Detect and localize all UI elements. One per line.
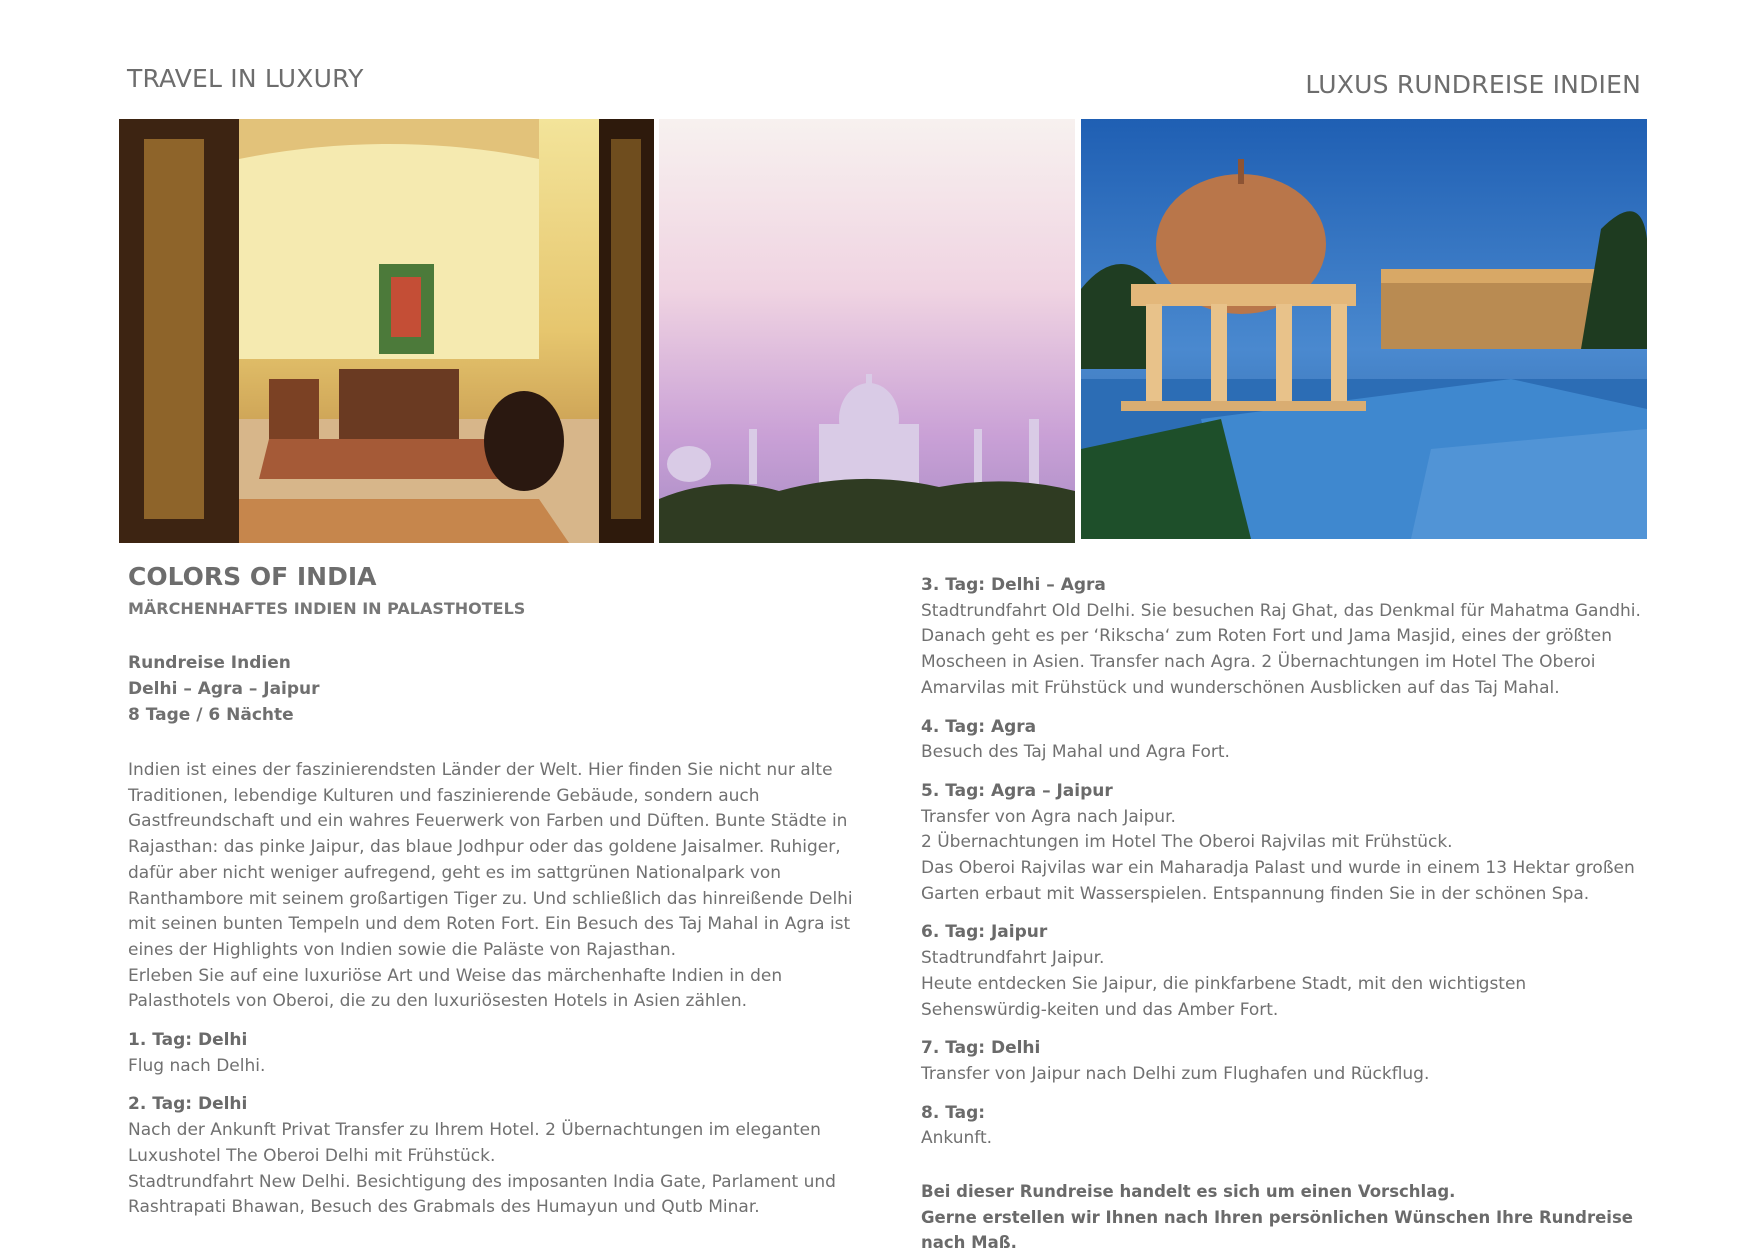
day-text: Heute entdecken Sie Jaipur, die pinkfarbene Stadt, mit den wichtigsten Sehenswürdig-keiten und das Amber Fort. [921,973,1527,1020]
day-title: 7. Tag: Delhi [921,1038,1041,1059]
brand-label: TRAVEL IN LUXURY [127,64,364,93]
day-title: 1. Tag: Delhi [128,1030,248,1051]
left-column [128,560,878,1221]
day-text: Stadtrundfahrt Jaipur. [921,948,1105,969]
day-title: 8. Tag: [921,1102,986,1123]
day-title: 5. Tag: Agra – Jaipur [921,780,1113,801]
tour-duration: 8 Tage / 6 Nächte [128,705,294,725]
day-title: 3. Tag: Delhi – Agra [921,575,1106,595]
intro-text: Indien ist eines der faszinierendsten Länder der Welt. Hier finden Sie nicht nur alte Traditionen, lebendige Kulturen und faszinierende Gebäude, sondern auch Gastfreundschaft und ein wahres Feuerwerk von Farben und Düften. Bunte Städte in Rajasthan: das pinke Jaipur, das blaue Jodhpur oder das goldene Jaisalmer. Ruhiger, dafür aber nicht weniger aufregend, geht es im sattgrünen Nationalpark von Ranthambore mit seinem großartigen Tiger zu. Und schließlich das hinreißende Delhi mit seinen bunten Tempeln und dem Roten Fort. Ein Besuch des Taj Mahal in Agra ist eines der Highlights von Indien sowie die Paläste von Rajasthan. [128,760,853,960]
day-text: Ankunft. [921,1128,993,1149]
rajvilas-pool-photo [1081,119,1647,539]
day-text: Stadtrundfahrt New Delhi. Besichtigung des imposanten India Gate, Parlament und Rashtrapati Bhawan, Besuch des Grabmals des Humayun und Qutb Minar. [128,1171,836,1218]
day-text: Stadtrundfahrt Old Delhi. Sie besuchen Raj Ghat, das Denkmal für Mahatma Gandhi. Danach geht es per ‘Rikscha‘ zum Roten Fort und Jama Masjid, eines der größten Moscheen in Asien. Transfer nach Agra. 2 Übernachtungen im Hotel The Oberoi Amarvilas mit Frühstück und wunderschönen Ausblicken auf das Taj Mahal. [921,600,1641,698]
taj-mahal-photo [659,119,1075,543]
note-line-1: Bei dieser Rundreise handelt es sich um einen Vorschlag. [921,1182,1456,1202]
day-text: Besuch des Taj Mahal und Agra Fort. [921,742,1230,763]
tour-type: Rundreise Indien [128,653,291,673]
day-text: Das Oberoi Rajvilas war ein Maharadja Palast und wurde in einem 13 Hektar großen Garten erbaut mit Wasserspielen. Entspannung finden Sie in der schönen Spa. [921,858,1635,904]
palace-interior-photo [119,119,654,543]
tour-title: COLORS OF INDIA [128,562,377,591]
itinerary-day [921,573,1641,702]
tour-subtitle: MÄRCHENHAFTES INDIEN IN PALASTHOTELS [128,599,526,618]
day-title: 6. Tag: Jaipur [921,922,1048,943]
day-text: Transfer von Agra nach Jaipur. [921,806,1176,827]
right-column [921,573,1641,1256]
document-title: LUXUS RUNDREISE INDIEN [1305,70,1641,99]
itinerary-day [128,1092,878,1221]
day-text: 2 Übernachtungen im Hotel The Oberoi Rajvilas mit Frühstück. [921,832,1453,853]
itinerary-day [921,715,1641,766]
tour-meta [128,650,878,728]
day-title: 4. Tag: Agra [921,716,1037,737]
itinerary-day [921,779,1641,908]
day-text: Nach der Ankunft Privat Transfer zu Ihrem Hotel. 2 Übernachtungen im eleganten Luxushotel The Oberoi Delhi mit Frühstück. [128,1120,821,1166]
proposal-note [921,1179,1641,1256]
day-title: 2. Tag: Delhi [128,1094,248,1115]
tour-route: Delhi – Agra – Jaipur [128,679,320,699]
itinerary-day [128,1028,878,1079]
itinerary-day [921,1101,1641,1152]
day-text: Transfer von Jaipur nach Delhi zum Flughafen und Rückflug. [921,1063,1430,1084]
itinerary-day [921,1036,1641,1087]
intro-text-2: Erleben Sie auf eine luxuriöse Art und Weise das märchenhafte Indien in den Palasthotels von Oberoi, die zu den luxuriösesten Hotels in Asien zählen. [128,965,783,1012]
intro-paragraph [128,758,878,1015]
day-text: Flug nach Delhi. [128,1055,266,1076]
note-line-2: Gerne erstellen wir Ihnen nach Ihren persönlichen Wünschen Ihre Rundreise nach Maß. [921,1207,1633,1253]
itinerary-day [921,920,1641,1023]
